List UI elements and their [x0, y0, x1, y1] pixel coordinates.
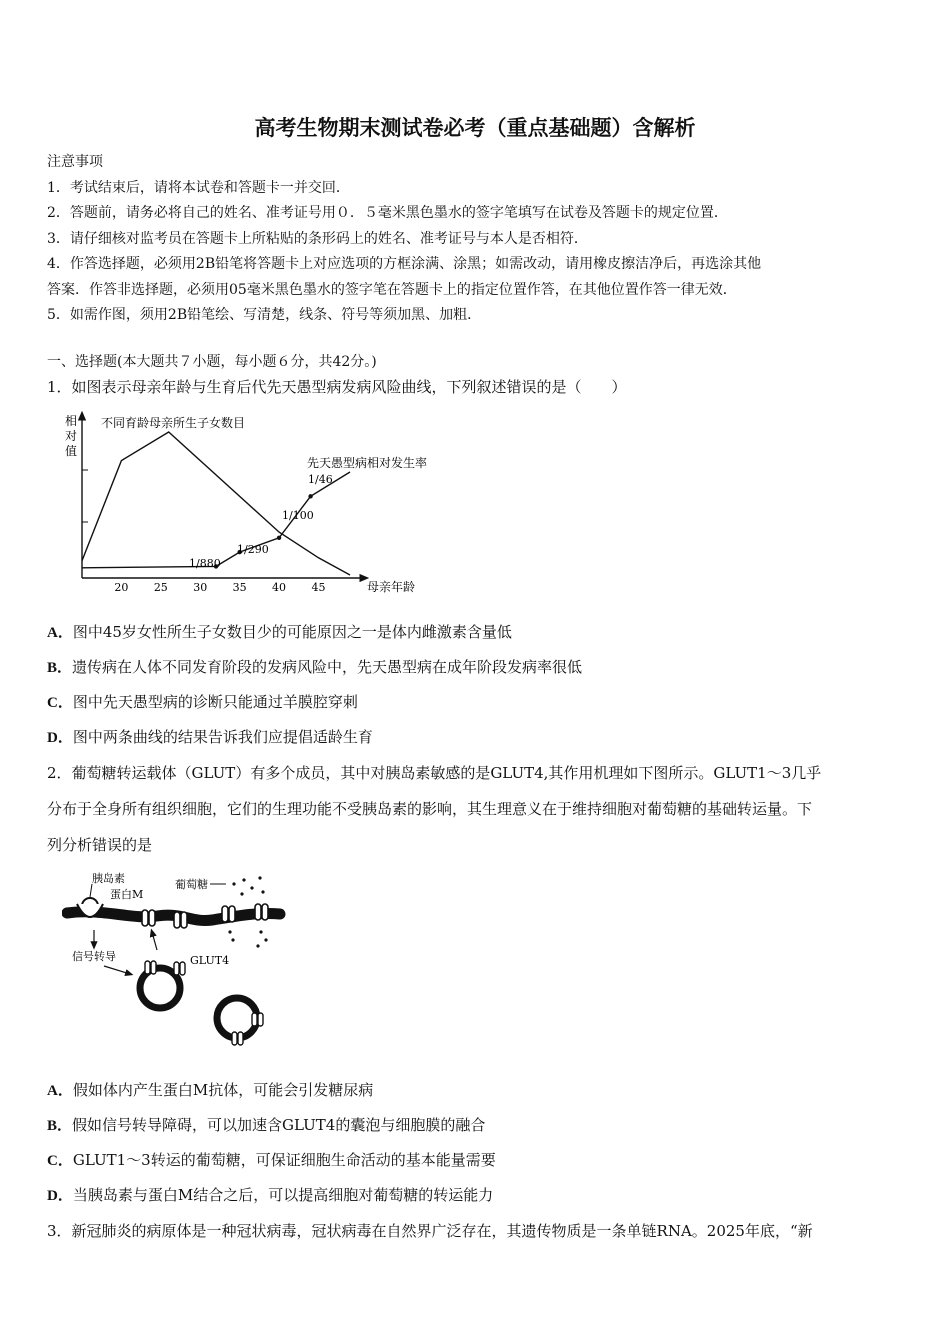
- note-item: 1．考试结束后，请将本试卷和答题卡一并交回．: [47, 179, 350, 196]
- q2-option-a: [47, 1079, 373, 1100]
- annotation-1-46: 1/46: [308, 473, 333, 486]
- question-2-stem-line: 2．葡萄糖转运载体（GLUT）有多个成员，其中对胰岛素敏感的是GLUT4,其作用机理如下图所示。GLUT1～3几乎: [47, 764, 822, 782]
- x-tick-label: 35: [232, 581, 247, 594]
- q1-line-chart: [55, 405, 455, 600]
- series-label-down-syndrome: 先天愚型病相对发生率: [307, 456, 428, 470]
- option-label: B．: [47, 660, 73, 676]
- annotation-1-290: 1/290: [237, 543, 269, 556]
- option-label: B．: [47, 1118, 73, 1134]
- option-label: D．: [47, 730, 73, 746]
- annotation-1-100: 1/100: [282, 509, 314, 522]
- option-text: 假如信号转导障碍，可以加速含GLUT4的囊泡与细胞膜的融合: [72, 1116, 486, 1134]
- x-axis-label: 母亲年龄: [367, 580, 416, 594]
- option-label: C．: [47, 695, 73, 711]
- glut4-mechanism-diagram: [62, 868, 292, 1058]
- option-text: 假如体内产生蛋白M抗体，可能会引发糖尿病: [72, 1081, 374, 1099]
- question-2-stem-line: 分布于全身所有组织细胞，它们的生理功能不受胰岛素的影响，其生理意义在于维持细胞对葡萄糖的基础转运量。下: [47, 800, 813, 818]
- option-text: 图中先天愚型病的诊断只能通过羊膜腔穿刺: [72, 693, 358, 711]
- note-item: 2．答题前，请务必将自己的姓名、准考证号用０．５毫米黑色墨水的签字笔填写在试卷及答题卡的规定位置．: [47, 205, 728, 221]
- q2-option-b: [47, 1114, 485, 1135]
- series-label-children: 不同育龄母亲所生子女数目: [101, 416, 246, 430]
- option-text: GLUT1～3转运的葡萄糖，可保证细胞生命活动的基本能量需要: [72, 1151, 496, 1169]
- q2-option-c: [47, 1149, 496, 1170]
- y-label-3: 值: [65, 444, 78, 458]
- x-tick-label: 40: [272, 581, 287, 594]
- option-label: A．: [47, 625, 73, 641]
- q2-option-d: [47, 1184, 493, 1205]
- notes-block: [47, 150, 761, 329]
- page-title: 高考生物期末测试卷必考（重点基础题）含解析: [254, 116, 696, 140]
- option-text: 图中两条曲线的结果告诉我们应提倡适龄生育: [72, 728, 373, 746]
- data-point: [277, 536, 281, 540]
- note-item: 答案．作答非选择题，必须用05毫米黑色墨水的签字笔在答题卡上的指定位置作答，在其他位置作答一律无效．: [47, 281, 737, 298]
- protein-m-label: 蛋白M: [110, 888, 144, 901]
- notes-heading: 注意事项: [47, 154, 103, 170]
- q1-option-d: [47, 726, 373, 747]
- x-tick-label: 45: [311, 581, 326, 594]
- q1-option-c: [47, 691, 358, 712]
- pointer-line: [90, 884, 92, 897]
- option-text: 遗传病在人体不同发育阶段的发病风险中，先天愚型病在成年阶段发病率很低: [72, 658, 583, 676]
- question-3-stem: 3．新冠肺炎的病原体是一种冠状病毒，冠状病毒在自然界广泛存在，其遗传物质是一条单链RNA。2025年底，“新: [47, 1222, 813, 1240]
- option-label: A．: [47, 1083, 73, 1099]
- series-children-count: [82, 432, 350, 575]
- q1-option-b: [47, 656, 582, 677]
- option-label: C．: [47, 1153, 73, 1169]
- note-item: 3．请仔细核对监考员在答题卡上所粘贴的条形码上的姓名、准考证号与本人是否相符．: [47, 230, 588, 247]
- question-1-stem: 1．如图表示母亲年龄与生育后代先天愚型病发病风险曲线，下列叙述错误的是（ ）: [47, 378, 627, 396]
- option-text: 图中45岁女性所生子女数目少的可能原因之一是体内雌激素含量低: [72, 623, 512, 641]
- y-label-2: 对: [65, 429, 78, 443]
- glucose-label: 葡萄糖: [175, 878, 208, 891]
- option-label: D．: [47, 1188, 73, 1204]
- vesicle-fusion-arrow: [152, 932, 157, 950]
- glut4-label: GLUT4: [190, 954, 230, 967]
- note-item: 5．如需作图，须用2B铅笔绘、写清楚，线条、符号等须加黑、加粗．: [47, 307, 482, 323]
- vesicle-with-glut4: [217, 998, 257, 1038]
- option-text: 当胰岛素与蛋白M结合之后，可以提高细胞对葡萄糖的转运能力: [72, 1186, 494, 1204]
- signal-arrow: [104, 966, 130, 974]
- x-tick-label: 30: [193, 581, 208, 594]
- annotation-1-880: 1/880: [189, 557, 221, 570]
- y-label-1: 相: [65, 414, 78, 428]
- question-2-stem-line: 列分析错误的是: [47, 836, 153, 854]
- x-tick-label: 20: [114, 581, 129, 594]
- x-tick-label: 25: [153, 581, 168, 594]
- note-item: 4．作答选择题，必须用2B铅笔将答题卡上对应选项的方框涂满、涂黑；如需改动，请用橡皮擦洁净后，再选涂其他: [47, 256, 762, 272]
- q1-option-a: [47, 621, 512, 642]
- insulin-label: 胰岛素: [92, 872, 125, 885]
- section-heading: 一、选择题(本大题共７小题，每小题６分，共42分。): [47, 354, 377, 370]
- signal-transduction-label: 信号转导: [72, 950, 116, 963]
- data-point: [308, 494, 312, 498]
